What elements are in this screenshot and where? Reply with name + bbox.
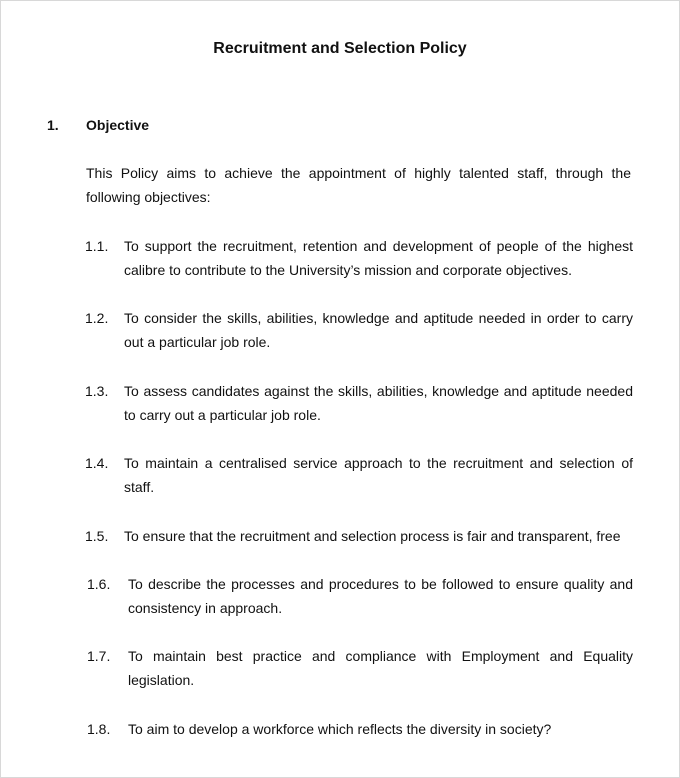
objective-item-number: 1.3. bbox=[85, 383, 109, 399]
objective-item-text: To support the recruitment, retention and development of people of the highest calibre to contribute to the University’s mission and corporate objectives. bbox=[124, 238, 633, 278]
objective-item-text: To consider the skills, abilities, knowledge and aptitude needed in order to carry out a particular job role. bbox=[124, 310, 633, 350]
objective-item-text: To assess candidates against the skills, abilities, knowledge and aptitude needed to carry out a particular job role. bbox=[124, 383, 633, 423]
objective-item-text: To maintain a centralised service approach to the recruitment and selection of staff. bbox=[124, 455, 633, 495]
objective-item-text: To ensure that the recruitment and selection process is fair and transparent, free bbox=[124, 528, 621, 544]
objective-item bbox=[85, 234, 633, 282]
section-number: 1. bbox=[47, 117, 59, 133]
objective-item-number: 1.1. bbox=[85, 238, 109, 254]
objective-item-text: To describe the processes and procedures to be followed to ensure quality and consistency in approach. bbox=[128, 576, 633, 616]
objective-item-number: 1.4. bbox=[85, 455, 109, 471]
document-title: Recruitment and Selection Policy bbox=[213, 40, 467, 57]
section-intro-paragraph: This Policy aims to achieve the appointment of highly talented staff, through the following objectives: bbox=[86, 165, 631, 205]
objective-item bbox=[85, 379, 633, 427]
objective-item-number: 1.5. bbox=[85, 528, 109, 544]
objective-item-number: 1.6. bbox=[87, 576, 111, 592]
objective-item bbox=[85, 306, 633, 354]
objective-item bbox=[85, 451, 633, 499]
objective-item-text: To aim to develop a workforce which reflects the diversity in society? bbox=[128, 721, 552, 737]
objective-item bbox=[87, 644, 633, 692]
objective-item-text: To maintain best practice and compliance with Employment and Equality legislation. bbox=[128, 648, 633, 688]
objective-item-number: 1.7. bbox=[87, 648, 111, 664]
objective-item bbox=[87, 572, 633, 620]
objective-item bbox=[87, 717, 633, 741]
objective-item-number: 1.8. bbox=[87, 721, 111, 737]
objective-item bbox=[85, 524, 633, 548]
section-heading: Objective bbox=[86, 117, 150, 133]
objective-item-number: 1.2. bbox=[85, 310, 109, 326]
